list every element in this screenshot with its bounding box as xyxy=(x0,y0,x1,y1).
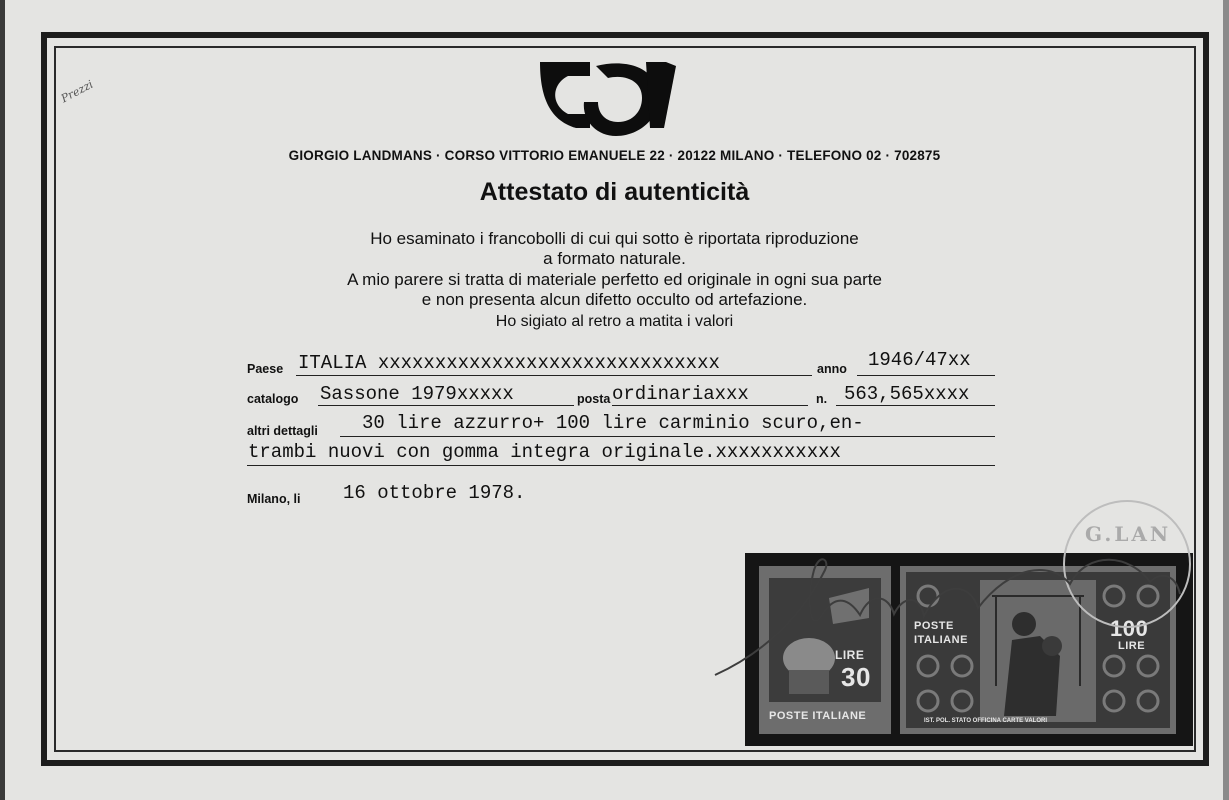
dettagli-value-2: trambi nuovi con gomma integra originale.xxxxxxxxxxx xyxy=(248,441,841,463)
date-value: 16 ottobre 1978. xyxy=(343,482,526,504)
stamp-100-poste: POSTE xyxy=(914,620,954,632)
scan-edge-right xyxy=(1223,0,1229,800)
handwritten-signature xyxy=(710,530,1190,690)
milano-label: Milano, li xyxy=(247,492,301,506)
stamp-100-value: 100 xyxy=(1110,616,1149,641)
statement-line-3: A mio parere si tratta di materiale perfetto ed originale in ogni sua parte xyxy=(347,270,882,289)
dettagli-value-1: 30 lire azzurro+ 100 lire carminio scuro,en- xyxy=(362,412,864,434)
pencil-note: Prezzi xyxy=(58,77,96,106)
paese-label: Paese xyxy=(247,362,284,376)
company-logo xyxy=(538,58,688,140)
anno-underline xyxy=(857,375,995,376)
n-label: n. xyxy=(816,392,828,406)
dettagli-underline-1 xyxy=(340,436,995,437)
dettagli-underline-2 xyxy=(247,465,995,466)
paese-value: ITALIA xxxxxxxxxxxxxxxxxxxxxxxxxxxxxx xyxy=(298,352,720,374)
scan-edge-left xyxy=(0,0,5,800)
certificate-title: Attestato di autenticità xyxy=(479,178,750,206)
stamp-100-italiane: ITALIANE xyxy=(914,634,968,646)
seal-text: G.LAN xyxy=(1085,522,1172,546)
n-value: 563,565xxxx xyxy=(844,383,970,405)
paese-underline xyxy=(296,375,812,376)
company-address-line: GIORGIO LANDMANS · CORSO VITTORIO EMANUELE 22 · 20122 MILANO · TELEFONO 02 · 702875 xyxy=(288,148,941,163)
dettagli-label: altri dettagli xyxy=(247,424,318,438)
n-underline xyxy=(836,405,995,406)
anno-label: anno xyxy=(817,362,847,376)
posta-value: ordinariaxxx xyxy=(612,383,749,405)
catalogo-label: catalogo xyxy=(247,392,299,406)
statement-line-2: a formato naturale. xyxy=(543,249,686,268)
stamp-100-lire-label: LIRE xyxy=(1118,640,1146,652)
stamp-30-bottom-text: POSTE ITALIANE xyxy=(769,710,867,722)
statement-line-1: Ho esaminato i francobolli di cui qui sotto è riportata riproduzione xyxy=(370,229,859,248)
stamp-30-value: 30 xyxy=(841,662,871,692)
catalogo-underline xyxy=(318,405,574,406)
stamp-30-lire-label: LIRE xyxy=(835,648,865,662)
anno-value: 1946/47xx xyxy=(868,349,971,371)
statement-line-5: Ho sigiato al retro a matita i valori xyxy=(495,313,734,330)
catalogo-value: Sassone 1979xxxxx xyxy=(320,383,514,405)
stamp-100-bottom-text: IST. POL. STATO OFFICINA CARTE VALORI xyxy=(924,718,1047,724)
statement-line-4: e non presenta alcun difetto occulto od artefazione. xyxy=(421,290,808,309)
posta-label: posta xyxy=(577,392,611,406)
posta-underline xyxy=(612,405,808,406)
